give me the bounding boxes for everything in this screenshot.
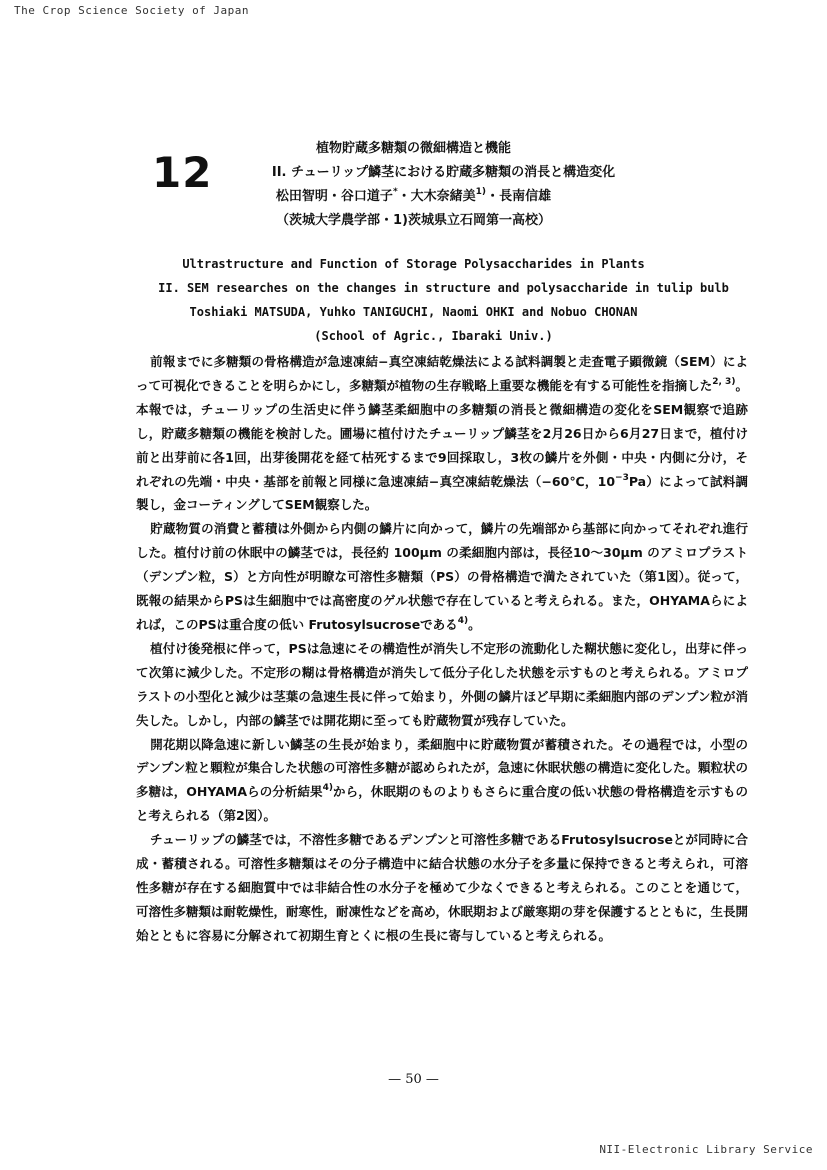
paragraph-4: 開花期以降急速に新しい鱗茎の生長が始まり，柔細胞中に貯蔵物質が蓄積された。その過程では，小型のデンプン粒と顆粒が集合した状態の可溶性多糖が認められたが，急速に休眠状態の構造に変化した。顆粒状の多糖は，OHYAMAらの分析結果$^{4)}$から，休眠期のものよりもさらに重合度の低い状態の骨格構造を示すものと考えられる（第2図）。: [136, 736, 748, 824]
paragraph-3: 植付け後発根に伴って，PSは急速にその構造性が消失し不定形の流動化した糊状態に変化し，出芽に伴って次第に減少した。不定形の糊は骨格構造が消失して低分子化した状態を示すものと考えられる。アミロプラストの小型化と減少は茎葉の急速生長に伴って始まり，外側の鱗片ほど早期に柔細胞内部のデンプン粒が消失した。しかし，内部の鱗茎では開花期に至っても貯蔵物質が残存していた。: [136, 640, 748, 728]
authors-part-b: ・大木奈緒美: [397, 189, 476, 204]
japanese-title-sub: II. チューリップ鱗茎における貯蔵多糖類の消長と構造変化: [271, 165, 616, 180]
english-affiliation: (School of Agric., Ibaraki Univ.): [314, 329, 553, 343]
english-title-sub: II. SEM researches on the changes in structure and polysaccharide in tulip bulb: [158, 281, 729, 295]
citation: 4): [322, 783, 333, 794]
authors-star: *: [392, 187, 398, 197]
authors-part-a: 松田智明・谷口道子: [275, 189, 393, 204]
authors-footnote-mark: 1): [475, 187, 487, 197]
japanese-title-main: 植物貯蔵多糖類の微細構造と機能: [315, 141, 511, 156]
paper-number: 12: [152, 148, 213, 197]
paragraph-2: 貯蔵物質の消費と蓄積は外側から内側の鱗片に向かって，鱗片の先端部から基部に向かってそれぞれ進行した。植付け前の休眠中の鱗茎では，長径約 100μm の柔細胞内部は，長径10〜30μm のアミロプラスト（デンプン粒，S）と方向性が明瞭な可溶性多糖類（PS）の骨格構造で満たされていた（第1図）。従って，既報の結果からPSは生細胞中では高密度のゲル状態で存在していると考えられる。また，OHYAMAらによれば，このPSは重合度の低い Frutosylsucroseである$^{4)}$。: [136, 521, 748, 632]
japanese-authors: [0, 185, 827, 204]
citation: 4): [457, 615, 469, 626]
japanese-affiliation: （茨城大学農学部・1)茨城県立石岡第一高校）: [276, 213, 551, 228]
society-header: The Crop Science Society of Japan: [14, 4, 250, 17]
authors-part-c: ・長南信雄: [486, 189, 552, 204]
english-title-main: Ultrastructure and Function of Storage Polysaccharides in Plants: [182, 257, 645, 271]
english-authors: Toshiaki MATSUDA, Yuhko TANIGUCHI, Naomi OHKI and Nobuo CHONAN: [189, 305, 638, 319]
citation: 2, 3): [712, 376, 736, 387]
exponent: −3: [615, 472, 629, 483]
library-footer: NII-Electronic Library Service: [599, 1143, 813, 1156]
page-number: — 50 —: [388, 1072, 439, 1087]
paragraph-5: チューリップの鱗茎では，不溶性多糖であるデンプンと可溶性多糖であるFrutosylsucroseとが同時に合成・蓄積される。可溶性多糖類はその分子構造中に結合状態の水分子を多量に保持できると考えられ，可溶性多糖が存在する細胞質中では非結合性の水分子を極めて少なくできると考えられる。このことを通じて，可溶性多糖類は耐乾燥性，耐寒性，耐凍性などを高め，休眠期および厳寒期の芽を保護するとともに，生長開始とともに容易に分解されて初期生育とくに根の生長に寄与していると考えられる。: [136, 832, 749, 943]
paragraph-1: 前報までに多糖類の骨格構造が急速凍結−真空凍結乾燥法による試料調製と走査電子顕微鏡（SEM）によって可視化できることを明らかにし，多糖類が植物の生存戦略上重要な機能を有する可能性を指摘した$^{2, 3)}$。本報では，チューリップの生活史に伴う鱗茎柔細胞中の多糖類の消長と微細構造の変化をSEM観察で追跡し，貯蔵多糖類の機能を検討した。圃場に植付けたチューリップ鱗茎を2月26日から6月27日まで，植付け前と出芽前に各1回，出芽後開花を経て枯死するまで9回採取し，3枚の鱗片を外側・中央・内側に分け，それぞれの先端・中央・基部を前報と同様に急速凍結−真空凍結乾燥法（−60℃，$10^{-3}Pa$）によって試料調製し，金コーティングしてSEM観察した。: [136, 354, 748, 513]
body-text: [136, 350, 748, 948]
